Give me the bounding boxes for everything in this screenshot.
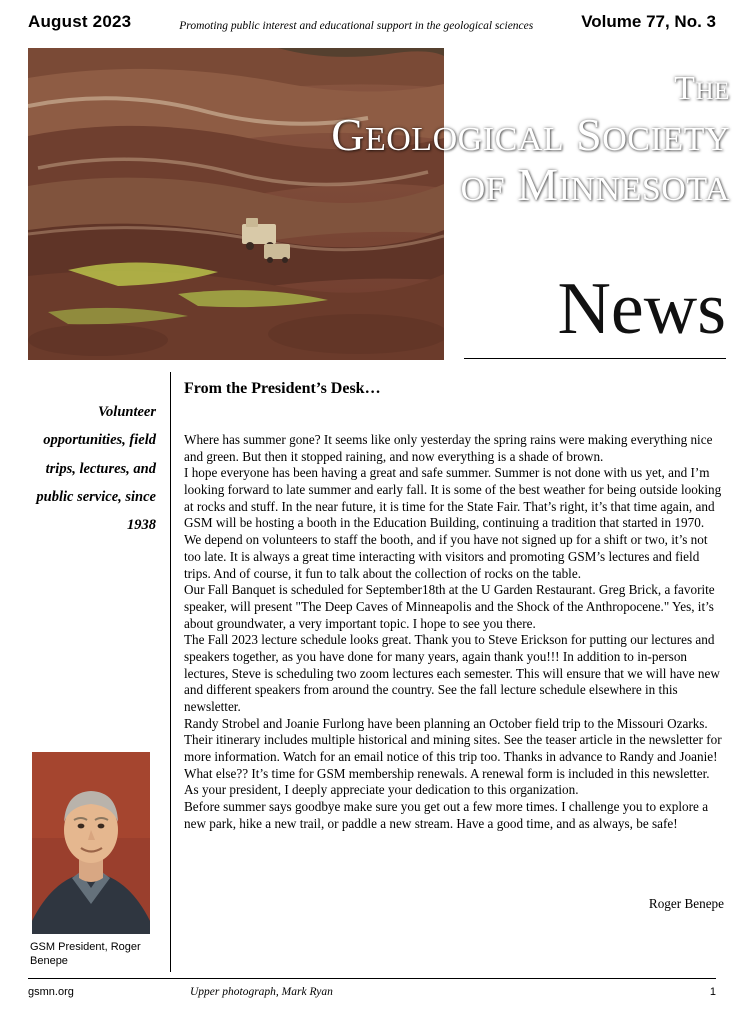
masthead-topbar: [28, 12, 716, 32]
masthead-title: [240, 72, 730, 208]
article-paragraph: Randy Strobel and Joanie Furlong have been planning an October field trip to the Missouri Ozarks. Their itinerary includes multiple historical and mining sites. See the teaser article in the newsletter for more information. Watch for an email notice of this trip too. Thanks in advance to Randy and Joanie!: [184, 715, 722, 765]
footer-page-number: 1: [709, 986, 716, 998]
volume-number: Volume 77, No. 3: [581, 12, 716, 31]
masthead-the-initial: T: [674, 70, 696, 107]
article-signature: Roger Benepe: [648, 896, 724, 911]
article-heading: From the President’s Desk…: [184, 380, 381, 397]
footer-photo-credit: Upper photograph, Mark Ryan: [190, 986, 333, 998]
issue-date: August 2023: [28, 12, 132, 31]
masthead-line-geological-society: [240, 109, 730, 160]
masthead-line-of-minnesota: [240, 159, 730, 210]
president-portrait: [32, 752, 150, 934]
footer-website: gsmn.org: [28, 986, 74, 998]
column-divider-rule: [170, 372, 171, 972]
masthead-soc-initial: S: [576, 109, 603, 160]
masthead-mn-initial: M: [517, 159, 559, 210]
sidebar-mission-text: Volunteer opportunities, field trips, lectures, and public service, since 1938: [36, 404, 156, 534]
article-paragraph: I hope everyone has been having a great and safe summer. Summer is not done with us yet, and I’m looking forward to late summer and early fall. It is some of the best weather for being outside looking at rocks and stuff. In the near future, it is time for the State Fair. That’s right, it’s that time again, and GSM will be hosting a booth in the Education Building, continuing a tradition that started in 1970. We depend on volunteers to staff the booth, and if you have not signed up for a shift or two, it’s not too late. It is always a great time interacting with visitors and promoting GSM’s lectures and field trips. And of course, it fun to talk about the collection of rocks on the table.: [184, 465, 722, 581]
masthead-geo-rest: EOLOGICAL: [364, 121, 565, 158]
article-body: [184, 432, 724, 833]
page-footer: [28, 986, 716, 998]
article-paragraph: Before summer says goodbye make sure you get out a few more times. I challenge you to explore a new park, hike a new trail, or paddle a new stream. Have a good time, and as always, be safe!: [184, 799, 709, 831]
masthead-the-rest: HE: [695, 78, 730, 105]
masthead-of: OF: [460, 171, 506, 208]
news-wordmark: News: [557, 268, 726, 350]
news-divider-rule: [464, 358, 726, 359]
article-paragraph: The Fall 2023 lecture schedule looks great. Thank you to Steve Erickson for putting our lectures and speakers together, as you have done for many years, again thank you!!! In addition to in-person lectures, Steve is scheduling two zoom lectures each semester. This will ensure that we will have new and different speakers from around the country. See the fall lecture schedule elsewhere in this newsletter.: [184, 632, 720, 714]
article-paragraph: Our Fall Banquet is scheduled for September18th at the U Garden Restaurant. Greg Brick, a favorite speaker, will present "The Deep Caves of Minneapolis and the Shock of the Anthropocene." Yes, it’s about groundwater, a very important topic. I hope to see you there.: [184, 582, 715, 631]
masthead-soc-rest: OCIETY: [602, 121, 730, 158]
article-paragraph: Where has summer gone? It seems like only yesterday the spring rains were making everything nice and green. But then it stopped raining, and now everything is a shade of brown.: [184, 432, 713, 464]
masthead-mn-rest: INNESOTA: [558, 171, 730, 208]
article-paragraph: What else?? It’s time for GSM membership renewals. A renewal form is included in this newsletter. As your president, I deeply appreciate your dedication to this organization.: [184, 765, 710, 798]
masthead-geo-initial: G: [331, 109, 365, 160]
footer-divider-rule: [28, 978, 716, 979]
masthead-line-the: [240, 72, 730, 106]
portrait-caption: GSM President, Roger Benepe: [30, 941, 141, 968]
organization-tagline: Promoting public interest and educational support in the geological sciences: [179, 20, 534, 32]
